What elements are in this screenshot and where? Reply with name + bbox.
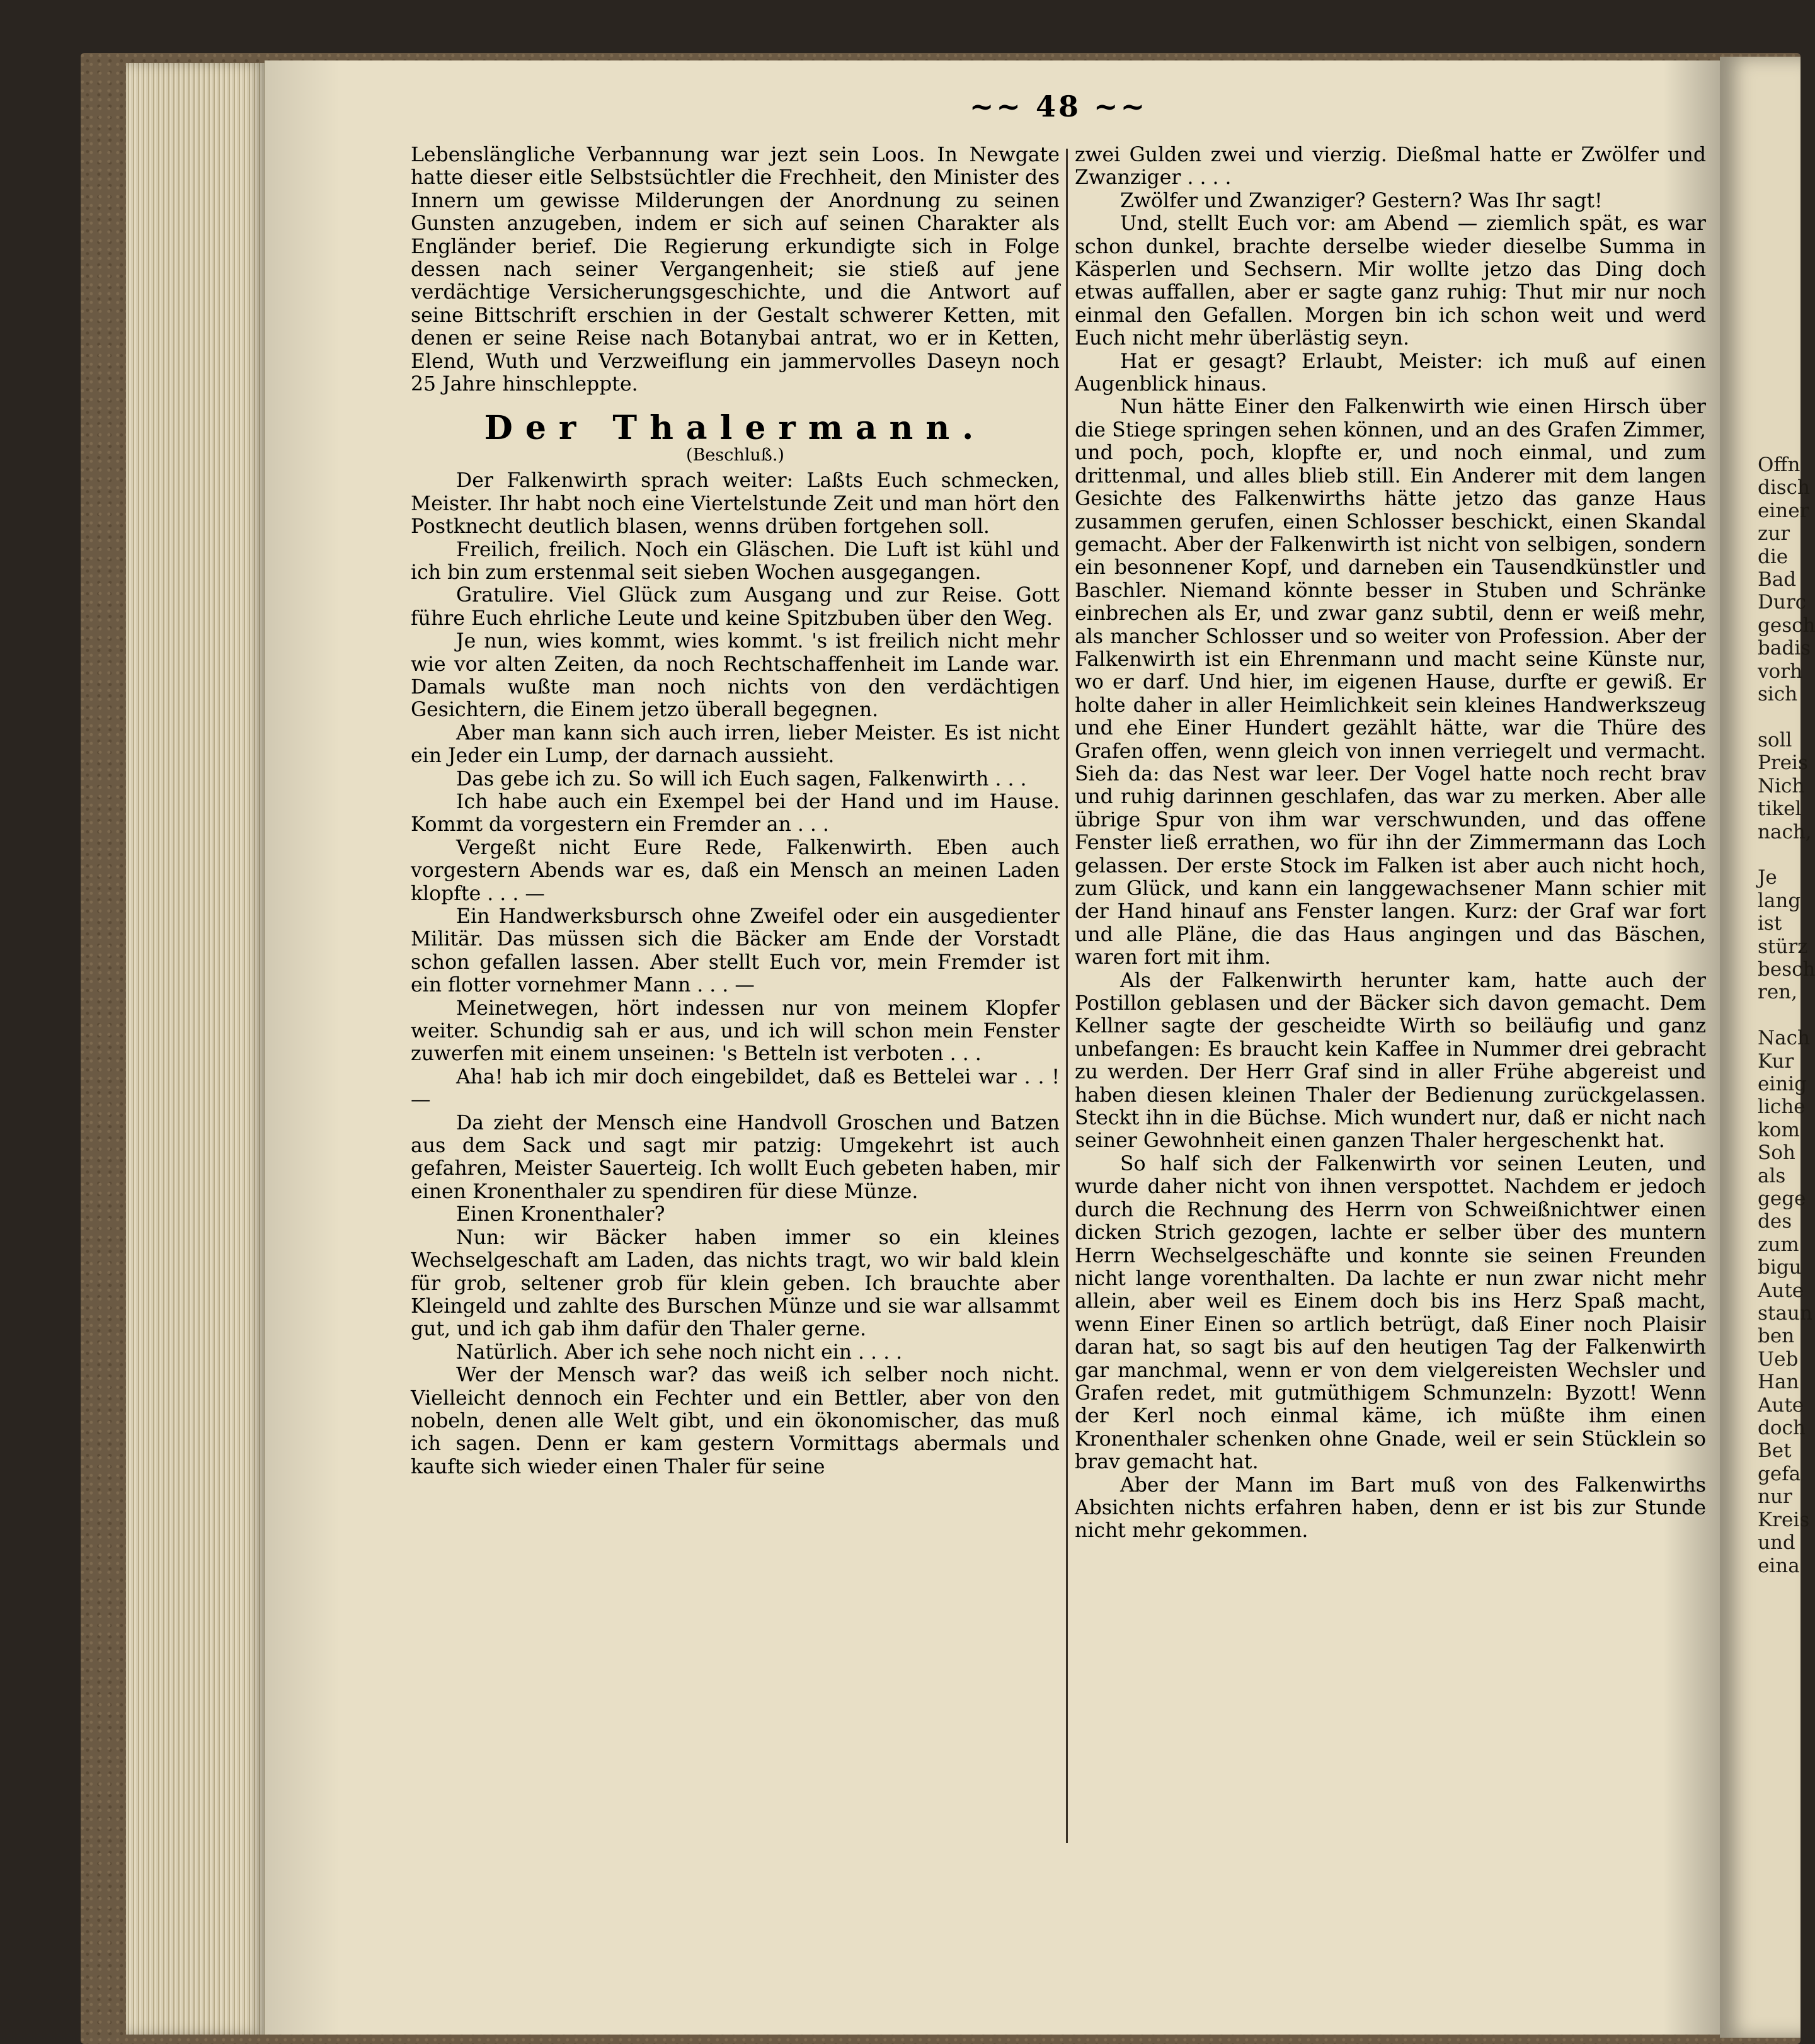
next-page-fragment: einer — [1758, 499, 1809, 522]
next-page-fragment: Bet — [1758, 1439, 1792, 1463]
next-page-fragment: gesch — [1758, 614, 1815, 637]
paragraph: Nun hätte Einer den Falkenwirth wie einen Hirsch über die Stiege springen sehen können, und an des Grafen Zimmer, und poch, poch, klopfte er, und noch einmal, und zum drittenmal, und alles blieb still. Ein Anderer mit dem langen Gesichte des Falkenwirths hätte jetzo das ganze Haus zusammen gerufen, einen Schlosser beschickt, einen Skandal gemacht. Aber der Falkenwirth ist nicht von selbigen, sondern ein besonnener Kopf, und darneben ein Tausendkünstler und Baschler. Niemand könnte besser in Stuben und Schränke einbrechen als Er, und zwar ganz subtil, denn er weiß mehr, als mancher Schlosser und so weiter von Profession. Aber der Falkenwirth ist ein Ehrenmann und macht seine Künste nur, wo er darf. Und hier, im eigenen Hause, durfte er gewiß. Er holte daher in aller Heimlichkeit sein kleines Handwerkszeug und ehe Einer Hundert gezählt hätte, war die Thüre des Grafen offen, wenn gleich von innen verriegelt und vermacht. Sieh da: das Nest war leer. Der Vogel hatte noch recht brav und ruhig darinnen geschlafen, das war zu merken. Aber alle übrige Spur von ihm war verschwunden, und das offene Fenster ließ errathen, wo für ihn der Zimmermann das Loch gelassen. Der erste Stock im Falken ist aber auch nicht hoch, zum Glück, und kann ein langgewachsener Mann schier mit der Hand hinauf ans Fenster langen. Kurz: der Graf war fort und alle Pläne, die das Haus angingen und das Bäschen, waren fort mit ihm. — [1075, 396, 1706, 969]
next-page-fragment: Preis — [1758, 751, 1808, 775]
next-page-fragment: nach, — [1758, 820, 1812, 843]
paragraph: Nun: wir Bäcker haben immer so ein kleines Wechselgeschaft am Laden, das nichts tragt, wo wir bald klein für grob, seltener grob für klein geben. Ich brauchte aber Kleingeld und zahlte des Burschen Münze und sie war allsammt gut, und ich gab ihm dafür den Thaler gerne. — [411, 1226, 1060, 1341]
next-page-fragment: stürz — [1758, 935, 1808, 958]
next-page-fragment: und — [1758, 1531, 1795, 1555]
paragraph: Aber man kann sich auch irren, lieber Meister. Es ist nicht ein Jeder ein Lump, der darnach aussieht. — [411, 721, 1060, 768]
next-page-fragment: gege — [1758, 1187, 1806, 1210]
paragraph: Wer der Mensch war? das weiß ich selber noch nicht. Vielleicht dennoch ein Fechter und ein Bettler, aber von den nobeln, denen alle Welt gibt, und ein ökonomischer, das muß ich sagen. Denn er kam gestern Vormittags abermals und kaufte sich wieder einen Thaler für seine — [411, 1364, 1060, 1478]
next-page-fragment: lang — [1758, 889, 1801, 912]
paragraph: Freilich, freilich. Noch ein Gläschen. Die Luft ist kühl und ich bin zum erstenmal seit sieben Wochen ausgegangen. — [411, 538, 1060, 584]
column-divider — [1066, 149, 1068, 1843]
next-page-fragment: staun — [1758, 1302, 1812, 1325]
paragraph: Ich habe auch ein Exempel bei der Hand und im Hause. Kommt da vorgestern ein Fremder an . . . — [411, 790, 1060, 836]
paragraph: Ein Handwerksbursch ohne Zweifel oder ein ausgedienter Militär. Das müssen sich die Bäcker am Ende der Vorstadt schon gefallen lassen. Aber stellt Euch vor, mein Fremder ist ein flotter vornehmer Mann . . . — — [411, 905, 1060, 997]
next-page-fragment: Nich — [1758, 774, 1805, 797]
next-page-fragment: eina — [1758, 1554, 1800, 1577]
next-page-text — [1758, 454, 1815, 1577]
paragraph: Da zieht der Mensch eine Handvoll Groschen und Batzen aus dem Sack und sagt mir patzig: Umgekehrt ist auch gefahren, Meister Sauerteig. Ich wollt Euch gebeten haben, mir einen Kronenthaler zu spendiren für diese Münze. — [411, 1111, 1060, 1203]
next-page-fragment: nur — [1758, 1485, 1792, 1509]
next-page-fragment: Nach — [1758, 1027, 1810, 1050]
next-page-fragment: ren, — [1758, 981, 1797, 1004]
paragraph: Gratulire. Viel Glück zum Ausgang und zur Reise. Gott führe Euch ehrliche Leute und keine Spitzbuben über den Weg. — [411, 584, 1060, 630]
next-page-fragment: zum — [1758, 1233, 1799, 1256]
next-page-fragment: einig — [1758, 1072, 1807, 1095]
right-column — [1075, 144, 1706, 1543]
next-page-fragment: zur — [1758, 522, 1790, 545]
paragraph: Vergeßt nicht Eure Rede, Falkenwirth. Eben auch vorgestern Abends war es, daß ein Mensch an meinen Laden klopfte . . . — — [411, 836, 1060, 905]
next-page-fragment: Je — [1758, 866, 1777, 889]
next-page-fragment: liche — [1758, 1095, 1806, 1119]
page-edges — [126, 63, 265, 2035]
next-page-fragment: ben — [1758, 1325, 1795, 1348]
next-page-fragment: disch — [1758, 476, 1810, 500]
paragraph: zwei Gulden zwei und vierzig. Dießmal hatte er Zwölfer und Zwanziger . . . . — [1075, 144, 1706, 190]
next-page-fragment: Soh — [1758, 1141, 1795, 1165]
next-page-fragment — [1758, 1004, 1808, 1027]
next-page-fragment: doch — [1758, 1417, 1806, 1440]
next-page-fragment: besch — [1758, 957, 1815, 981]
next-page-fragment: Aute — [1758, 1393, 1804, 1417]
next-page-fragment: Offn — [1758, 454, 1801, 476]
next-page-fragment: Durc — [1758, 591, 1807, 614]
paragraph: Zwölfer und Zwanziger? Gestern? Was Ihr sagt! — [1120, 189, 1603, 212]
next-page-fragment: soll — [1758, 728, 1792, 751]
paragraph: Aber der Mann im Bart muß von des Falkenwirths Absichten nichts erfahren haben, denn er ist bis zur Stunde nicht mehr gekommen. — [1075, 1473, 1706, 1543]
story-title: Der Thalermann. — [484, 409, 987, 448]
next-page-fragment: die — [1758, 545, 1789, 568]
paragraph: Und, stellt Euch vor: am Abend — ziemlich spät, es war schon dunkel, brachte derselbe wieder dieselbe Summa in Käsperlen und Sechsern. Mir wollte jetzo das Ding doch etwas auffallen, aber er sagte ganz ruhig: Thut mir nur noch einmal den Gefallen. Morgen bin ich schon weit und werd Euch nicht mehr überlästig seyn. — [1075, 212, 1706, 350]
paragraph: Je nun, wies kommt, wies kommt. 's ist freilich nicht mehr wie vor alten Zeiten, da noch Rechtschaffenheit im Lande war. Damals wußte man noch nichts von den verdächtigen Gesichtern, die Einem jetzo überall begegnen. — [411, 630, 1060, 722]
next-page-fragment: badis — [1758, 637, 1811, 660]
next-page-fragment: tikel — [1758, 797, 1802, 821]
paragraph: Das gebe ich zu. So will ich Euch sagen, Falkenwirth . . . — [456, 767, 1027, 791]
paragraph: Als der Falkenwirth herunter kam, hatte auch der Postillon geblasen und der Bäcker sich davon gemacht. Dem Kellner sagte der gescheidte Wirth so beiläufig und ganz unbefangen: Es braucht kein Kaffee in Nummer drei gebracht zu werden. Der Herr Graf sind in aller Frühe abgereist und haben diesen kleinen Thaler der Bedienung zurückgelassen. Steckt ihn in die Büchse. Mich wundert nur, daß er nicht nach seiner Gewohnheit einen ganzen Thaler hergeschenkt hat. — [1075, 969, 1706, 1153]
next-page-fragment: Kreis — [1758, 1508, 1810, 1531]
story-subtitle: (Beschluß.) — [686, 445, 784, 465]
paragraph: So half sich der Falkenwirth vor seinen Leuten, und wurde daher nicht von ihnen verspottet. Nachdem er jedoch durch die Rechnung des Herrn von Schweißnichtwer einen dicken Strich gezogen, lachte er selber über des muntern Herrn Wechselgeschäfte und konnte sie seinen Freunden nicht lange vorenthalten. Da lachte er nun zwar nicht mehr allein, aber weil es Einem doch bis ins Herz Spaß macht, wenn Einer Einen so artlich betrügt, daß Einer noch Plaisir daran hat, so sagt bis auf den heutigen Tag der Falkenwirth gar manchmal, wenn er von dem vielgereisten Wechsler und Grafen redet, mit gutmüthigem Schmunzeln: Byzott! Wenn der Kerl noch einmal käme, ich müßte ihm einen Kronenthaler schenken ohne Gnade, weil er sein Stücklein so brav gemacht hat. — [1075, 1152, 1706, 1474]
paragraph: Meinetwegen, hört indessen nur von meinem Klopfer weiter. Schundig sah er aus, und ich will schon mein Fenster zuwerfen mit einem unseinen: 's Betteln ist verboten . . . — [411, 996, 1060, 1066]
paragraph: Einen Kronenthaler? — [456, 1203, 665, 1226]
next-page-fragment: Ueb — [1758, 1347, 1799, 1371]
next-page-fragment — [1758, 705, 1808, 728]
next-page-fragment: Aute — [1758, 1279, 1804, 1302]
next-page-fragment: Kur — [1758, 1049, 1794, 1073]
next-page-fragment: kom — [1758, 1118, 1800, 1141]
next-page-fragment: ist — [1758, 912, 1782, 935]
page-number: ~~ 48 ~~ — [969, 89, 1148, 123]
next-page-fragment: des — [1758, 1210, 1792, 1233]
intro-paragraph: Lebenslängliche Verbannung war jezt sein Loos. In Newgate hatte dieser eitle Selbstsüchtler die Frechheit, den Minister des Innern um gewisse Milderungen der Anordnung zu seinen Gunsten anzugeben, indem er sich auf seinen Charakter als Engländer berief. Die Regierung erkundigte sich in Folge dessen nach seiner Vergangenheit; sie stieß auf jene verdächtige Versicherungsgeschichte, und die Antwort auf seine Bittschrift erschien in der Gestalt schwerer Ketten, mit denen er seine Reise nach Botanybai antrat, wo er in Ketten, Elend, Wuth und Verzweiflung ein jammervolles Daseyn noch 25 Jahre hinschleppte. — [411, 144, 1060, 396]
next-page-fragment: Bad — [1758, 568, 1797, 591]
paragraph: Natürlich. Aber ich sehe noch nicht ein . . . . — [456, 1340, 903, 1364]
next-page-fragment: sich — [1758, 683, 1798, 706]
next-page-fragment: als — [1758, 1164, 1786, 1187]
next-page-fragment: bigu — [1758, 1256, 1802, 1279]
paragraph: Der Falkenwirth sprach weiter: Laßts Euch schmecken, Meister. Ihr habt noch eine Viertelstunde Zeit und man hört den Postknecht deutlich blasen, wenns drüben fortgehen soll. — [411, 469, 1060, 539]
paragraph: Aha! hab ich mir doch eingebildet, daß es Bettelei war . . ! — — [411, 1065, 1060, 1112]
next-page-fragment: vorh — [1758, 659, 1802, 683]
paragraph: Hat er gesagt? Erlaubt, Meister: ich muß auf einen Augenblick hinaus. — [1075, 350, 1706, 396]
next-page-fragment — [1758, 843, 1808, 866]
next-page-fragment: Han — [1758, 1371, 1799, 1394]
next-page-fragment: gefa — [1758, 1462, 1801, 1485]
left-column — [411, 144, 1060, 1478]
